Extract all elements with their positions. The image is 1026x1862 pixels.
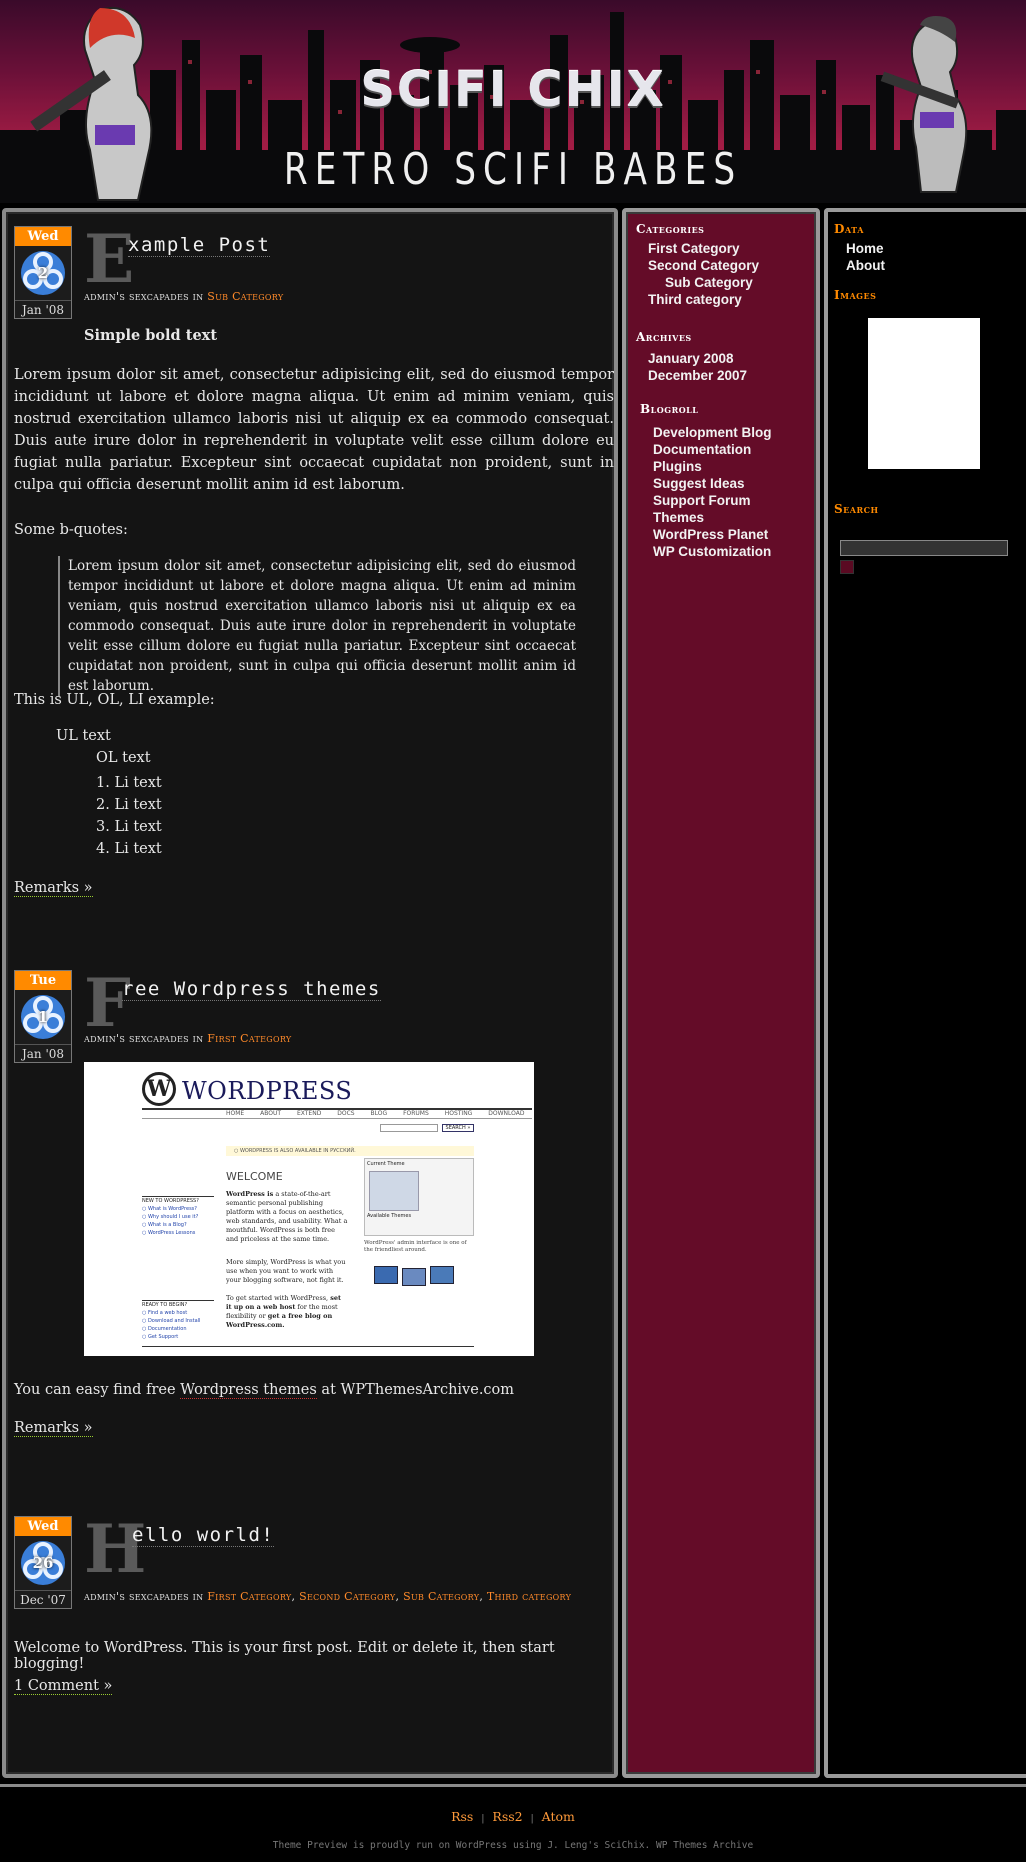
categories-heading: Categories <box>636 222 705 236</box>
feed-links: Rss | Rss2 | Atom <box>451 1809 575 1824</box>
blogroll-link[interactable]: Support Forum <box>653 493 751 508</box>
list-item: 3. Li text <box>96 816 162 838</box>
atom-link[interactable]: Atom <box>541 1809 575 1824</box>
date-weekday: Tue <box>15 971 71 990</box>
main-content <box>2 208 618 1778</box>
sidebar-middle <box>622 208 820 1778</box>
ss-search-button: SEARCH » <box>442 1124 474 1132</box>
ss-theme-panel: Current Theme Available Themes <box>364 1158 474 1236</box>
ul-text: UL text <box>56 728 111 744</box>
date-badge <box>14 970 72 1063</box>
category-link[interactable]: Sub Category <box>403 1590 480 1603</box>
categories-list <box>648 240 759 308</box>
blogroll-link[interactable]: Plugins <box>653 459 702 474</box>
date-month: Dec '07 <box>15 1590 71 1608</box>
archives-list <box>648 350 747 384</box>
sidebar-image[interactable] <box>868 318 980 469</box>
archives-heading: Archives <box>636 330 692 344</box>
blogroll-heading: Blogroll <box>640 402 699 416</box>
wordpress-themes-link[interactable]: Wordpress themes <box>180 1382 317 1398</box>
category-link[interactable]: Third category <box>486 1590 572 1603</box>
archive-link[interactable]: December 2007 <box>648 368 748 383</box>
bold-text: Simple bold text <box>84 327 218 344</box>
post-meta: admin's sexcapades in First Category, Second Category, Sub Category, Third category <box>84 1590 572 1603</box>
sidebar-right <box>824 208 1026 1778</box>
ss-ready: READY TO BEGIN? ○ Find a web host ○ Download and Install ○ Documentation ○ Get Support <box>142 1300 214 1341</box>
category-link[interactable]: First Category <box>207 1590 292 1603</box>
drop-cap: H <box>84 1510 147 1588</box>
blogroll-link[interactable]: Development Blog <box>653 425 772 440</box>
nav-home-link[interactable]: Home <box>846 241 884 256</box>
ol-text: OL text <box>96 750 151 766</box>
footer-credit: Theme Preview is proudly run on WordPress using J. Leng's SciChix. WP Themes Archive <box>272 1840 754 1851</box>
pages-list <box>846 240 885 274</box>
drop-cap: E <box>84 220 135 298</box>
ss-nav: HOME ABOUT EXTEND DOCS BLOG FORUMS HOSTING DOWNLOAD <box>226 1110 525 1117</box>
list-item: 4. Li text <box>96 838 162 860</box>
post-meta: admin's sexcapades in First Category <box>84 1032 292 1045</box>
nav-about-link[interactable]: About <box>846 258 885 273</box>
date-month: Jan '08 <box>15 1044 71 1062</box>
wordpress-screenshot: W WORDPRESS HOME ABOUT EXTEND DOCS BLOG FORUMS HOSTING DOWNLOAD SEARCH » ○ WORDPRESS IS ALSO AVAILABLE IN РУССКИЙ. WELCOME WordPress is a state-of-the-art semantic personal publishing platform with a focus on aesthetics, web standards, and usability. What a mouthful. WordPress is both free and priceless at the same time. More simply, WordPress is what you use when you want to work with your blogging software, not fight it. To get started with WordPress, set it up on a web host for the most flexibility or get a free blog on WordPress.com. Current Theme Available Themes WordPress' admin interface is one of the friendliest around. NEW TO WORDPRESS? ○ What is WordPress? ○ Why should I use it? ○ What is a Blog? ○ WordPress Lessons READY TO BEGIN? ○ Find a web host ○ Download and Install ○ Documentation ○ Get Support <box>84 1062 534 1356</box>
blogroll-link[interactable]: Themes <box>653 510 705 525</box>
images-heading: Images <box>834 288 877 302</box>
data-heading: Data <box>834 222 864 236</box>
category-link[interactable]: Second Category <box>648 258 760 273</box>
date-weekday: Wed <box>15 1517 71 1536</box>
list-label: This is UL, OL, LI example: <box>14 692 215 708</box>
wordpress-logo-icon: W <box>142 1072 176 1106</box>
post-paragraph: Welcome to WordPress. This is your first post. Edit or delete it, then start blogging! <box>14 1640 555 1672</box>
blogroll-link[interactable]: WordPress Planet <box>653 527 769 542</box>
category-link[interactable]: Second Category <box>299 1590 396 1603</box>
date-day-number: 1 <box>37 1008 49 1026</box>
blogroll-link[interactable]: Suggest Ideas <box>653 476 745 491</box>
comments-link[interactable]: 1 Comment » <box>14 1678 113 1694</box>
search-submit-button[interactable] <box>840 560 854 574</box>
category-link[interactable]: First Category <box>648 241 740 256</box>
ss-new-to: NEW TO WORDPRESS? ○ What is WordPress? ○ Why should I use it? ○ What is a Blog? ○ WordPress Lessons <box>142 1196 214 1237</box>
site-footer <box>0 1784 1026 1862</box>
post-meta: admin's sexcapades in Sub Category <box>84 290 284 303</box>
post-title-link[interactable]: xample Post <box>128 234 271 256</box>
wordpress-logo-text: WORDPRESS <box>182 1077 353 1105</box>
post-title-link[interactable]: ree Wordpress themes <box>122 978 381 1000</box>
date-badge <box>14 1516 72 1609</box>
blogroll-list <box>653 424 772 560</box>
category-link[interactable]: Sub Category <box>665 275 753 290</box>
rss2-link[interactable]: Rss2 <box>492 1809 523 1824</box>
archive-link[interactable]: January 2008 <box>648 351 734 366</box>
list-item: 2. Li text <box>96 794 162 816</box>
post-paragraph: You can easy find free Wordpress themes at WPThemesArchive.com <box>14 1382 515 1398</box>
blogroll-link[interactable]: Documentation <box>653 442 752 457</box>
category-link[interactable]: Third category <box>648 292 742 307</box>
site-title[interactable]: SCIFI CHIX <box>360 62 666 118</box>
site-tagline: RETRO SCIFI BABES <box>283 144 743 195</box>
category-link[interactable]: First Category <box>207 1032 292 1045</box>
list-item: 1. Li text <box>96 772 162 794</box>
date-day-number: 2 <box>37 264 49 282</box>
page-frame <box>0 204 1026 1784</box>
blogroll-link[interactable]: WP Customization <box>653 544 772 559</box>
remarks-link[interactable]: Remarks » <box>14 1420 93 1436</box>
site-header <box>0 0 1026 203</box>
category-link[interactable]: Sub Category <box>207 290 284 303</box>
post-title-link[interactable]: ello world! <box>132 1524 275 1546</box>
date-month: Jan '08 <box>15 300 71 318</box>
remarks-link[interactable]: Remarks » <box>14 880 93 896</box>
search-input[interactable] <box>840 540 1008 556</box>
post-paragraph: Lorem ipsum dolor sit amet, consectetur adipisicing elit, sed do eiusmod tempor incididunt ut labore et dolore magna aliqua. Ut enim ad minim veniam, quis nostrud exercitation ullamco laboris nisi ut aliquip ex ea commodo consequat. Duis aute irure dolor in reprehenderit in voluptate velit esse cillum dolore eu fugiat nulla pariatur. Excepteur sint occaecat cupidatat non proident, sunt in culpa qui officia deserunt mollit anim id est laborum. <box>14 367 614 493</box>
drop-cap: F <box>84 964 131 1042</box>
date-day-number: 26 <box>32 1554 54 1572</box>
date-badge <box>14 226 72 319</box>
date-weekday: Wed <box>15 227 71 246</box>
blockquote: Lorem ipsum dolor sit amet, consectetur adipisicing elit, sed do eiusmod tempor incididunt ut labore et dolore magna aliqua. Ut enim ad minim veniam, quis nostrud exercitation ullamco laboris nisi ut aliquip ex ea commodo consequat. Duis aute irure dolor in reprehenderit in voluptate velit esse cillum dolore eu fugiat nulla pariatur. Excepteur sint occaecat cupidatat non proident, sunt in culpa qui officia deserunt mollit anim id est laborum. <box>58 556 576 696</box>
bquote-label: Some b-quotes: <box>14 522 128 538</box>
search-heading: Search <box>834 502 879 516</box>
ordered-list <box>96 772 162 860</box>
rss-link[interactable]: Rss <box>451 1809 474 1824</box>
